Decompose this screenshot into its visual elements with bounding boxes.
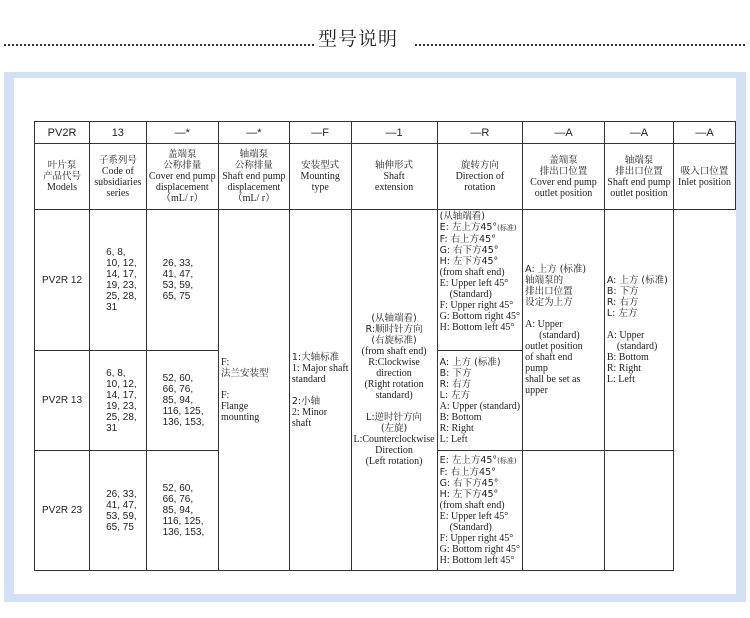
dotted-leader-right xyxy=(415,44,745,48)
code-cell: —A xyxy=(523,122,605,144)
desc-mounting-type: 安装型式 Mounting type xyxy=(289,144,351,210)
rotation-cell: (从轴端看) R:顺时针方向 (右旋标准) (from shaft end) R:Clockwise direction (Right rotation standard) L:逆时针方向 (左旋) L:Counterclockwise Direction (Left rotation) xyxy=(351,210,437,571)
page-title: 型号说明 xyxy=(318,28,399,50)
desc-inlet: 吸入口位置 Inlet position xyxy=(674,144,736,210)
cover-outlet-cell: E: 左上方45°(标准) F: 右上方45° G: 右下方45° H: 左下方45° (from shaft end) E: Upper left 45° (Standard) F: Upper right 45° G: Bottom right 45° H: Bottom left 45° xyxy=(437,451,523,571)
table-row xyxy=(35,210,736,351)
code-cell: —* xyxy=(146,122,218,144)
shaft-displacement-cell: 52, 60, 66, 76, 85, 94, 116, 125, 136, 153, xyxy=(146,451,218,571)
model-cell: PV2R 12 xyxy=(35,210,90,351)
desc-cover-outlet: 盖端泵 排出口位置 Cover end pump outlet position xyxy=(523,144,605,210)
model-cell: PV2R 23 xyxy=(35,451,90,571)
desc-subsidiary-series: 子系列号 Code of subsidiaries series xyxy=(90,144,146,210)
code-cell: —* xyxy=(218,122,289,144)
shaft-displacement-cell: 26, 33, 41, 47, 53, 59, 65, 75 xyxy=(146,210,218,351)
code-cell: PV2R xyxy=(35,122,90,144)
code-row xyxy=(35,122,736,144)
empty-cell xyxy=(604,451,673,571)
page-header xyxy=(0,0,750,70)
mounting-cell: F: 法兰安装型 F: Flange mounting xyxy=(218,210,289,571)
shaft-outlet-cell: A: 上方 (标准) 轴端泵的 排出口位置 设定为上方 A: Upper (standard) outlet position of shaft end pump shall be set as upper xyxy=(523,210,605,451)
cover-displacement-cell: 6, 8, 10, 12, 14, 17, 19, 23, 25, 28, 31 xyxy=(90,351,146,451)
desc-cover-displacement: 盖端泵 公称排量 Cover end pump displacement （mL/ r） xyxy=(146,144,218,210)
desc-models: 叶片泵 产品代号 Models xyxy=(35,144,90,210)
code-cell: 13 xyxy=(90,122,146,144)
model-cell: PV2R 13 xyxy=(35,351,90,451)
code-cell: —A xyxy=(674,122,736,144)
cover-outlet-cell: A: 上方 (标准) B: 下方 R: 右方 L: 左方 A: Upper (standard) B: Bottom R: Right L: Left xyxy=(437,351,523,451)
description-row xyxy=(35,144,736,210)
desc-shaft-extension: 轴伸形式 Shaft extension xyxy=(351,144,437,210)
cover-displacement-cell: 6, 8, 10, 12, 14, 17, 19, 23, 25, 28, 31 xyxy=(90,210,146,351)
empty-cell xyxy=(523,451,605,571)
code-cell: —1 xyxy=(351,122,437,144)
dotted-leader-left xyxy=(4,44,314,48)
code-cell: —F xyxy=(289,122,351,144)
code-cell: —R xyxy=(437,122,523,144)
content-panel xyxy=(4,72,746,602)
spec-card xyxy=(14,78,736,594)
shaft-extension-cell: 1:大轴标准 1: Major shaft standard 2:小轴 2: Minor shaft xyxy=(289,210,351,571)
inlet-cell: A: 上方 (标准) B: 下方 R: 右方 L: 左方 A: Upper (standard) B: Bottom R: Right L: Left xyxy=(604,210,673,451)
desc-shaft-outlet: 轴端泵 排出口位置 Shaft end pump outlet position xyxy=(604,144,673,210)
code-cell: —A xyxy=(604,122,673,144)
desc-rotation: 旋转方向 Direction of rotation xyxy=(437,144,523,210)
desc-shaft-displacement: 轴端泵 公称排量 Shaft end pump displacement （mL/ r） xyxy=(218,144,289,210)
model-code-table xyxy=(34,121,736,571)
shaft-displacement-cell: 52, 60, 66, 76, 85, 94, 116, 125, 136, 153, xyxy=(146,351,218,451)
cover-displacement-cell: 26, 33, 41, 47, 53, 59, 65, 75 xyxy=(90,451,146,571)
cover-outlet-cell: (从轴端看) E: 左上方45°(标准) F: 右上方45° G: 右下方45° H: 左下方45° (from shaft end) E: Upper left 45° (Standard) F: Upper right 45° G: Bottom right 45° H: Bottom left 45° xyxy=(437,210,523,351)
